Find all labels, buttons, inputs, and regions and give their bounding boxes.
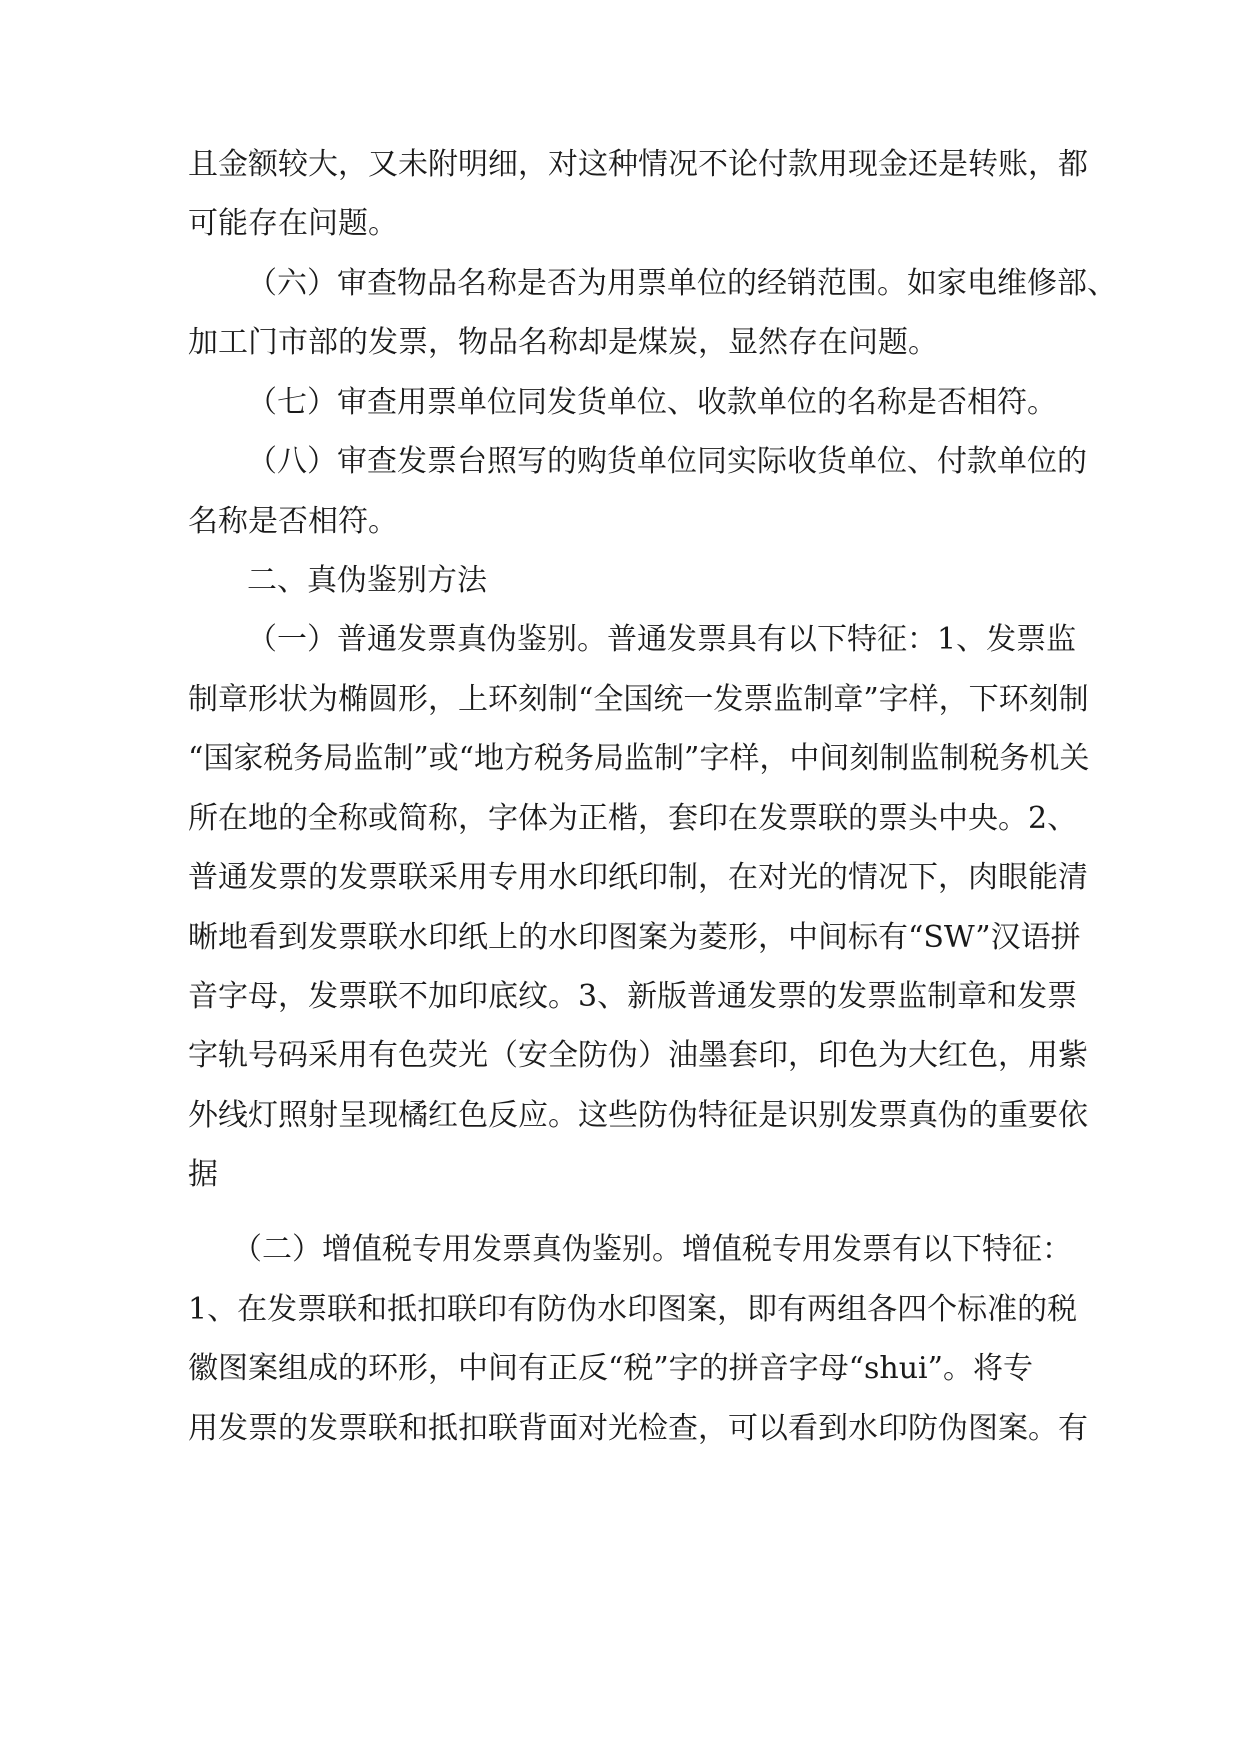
text-line: 所在地的全称或简称，字体为正楷，套印在发票联的票头中央。2、 [188, 801, 1078, 836]
text-line: （八）审查发票台照写的购货单位同实际收货单位、付款单位的 [247, 444, 1087, 479]
section-heading: 二、真伪鉴别方法 [247, 563, 487, 598]
text-line: 据 [188, 1157, 218, 1192]
text-line: 用发票的发票联和抵扣联背面对光检查，可以看到水印防伪图案。有 [188, 1411, 1088, 1446]
text-line: 晰地看到发票联水印纸上的水印图案为菱形，中间标有“SW”汉语拼 [188, 920, 1081, 955]
text-line: 1、在发票联和抵扣联印有防伪水印图案，即有两组各四个标准的税 [188, 1292, 1078, 1327]
text-line: 普通发票的发票联采用专用水印纸印制，在对光的情况下，肉眼能清 [188, 860, 1088, 895]
text-line: （二）增值税专用发票真伪鉴别。增值税专用发票有以下特征： [232, 1232, 1072, 1267]
text-line: 加工门市部的发票，物品名称却是煤炭，显然存在问题。 [188, 325, 938, 360]
text-line: 制章形状为椭圆形，上环刻制“全国统一发票监制章”字样，下环刻制 [188, 682, 1089, 717]
text-line: 且金额较大，又未附明细，对这种情况不论付款用现金还是转账，都 [188, 147, 1088, 182]
text-line: （六）审查物品名称是否为用票单位的经销范围。如家电维修部、 [247, 266, 1117, 301]
text-line: 字轨号码采用有色荧光（安全防伪）油墨套印，印色为大红色，用紫 [188, 1038, 1088, 1073]
text-line: “国家税务局监制”或“地方税务局监制”字样，中间刻制监制税务机关 [188, 741, 1090, 776]
text-line: （一）普通发票真伪鉴别。普通发票具有以下特征：1、发票监 [247, 622, 1077, 657]
text-line: 外线灯照射呈现橘红色反应。这些防伪特征是识别发票真伪的重要依 [188, 1098, 1088, 1133]
text-line: 名称是否相符。 [188, 504, 398, 539]
text-line: 可能存在问题。 [188, 206, 398, 241]
text-line: 徽图案组成的环形，中间有正反“税”字的拼音字母“shui”。将专 [188, 1351, 1033, 1386]
text-line: 音字母，发票联不加印底纹。3、新版普通发票的发票监制章和发票 [188, 979, 1078, 1014]
text-line: （七）审查用票单位同发货单位、收款单位的名称是否相符。 [247, 385, 1057, 420]
